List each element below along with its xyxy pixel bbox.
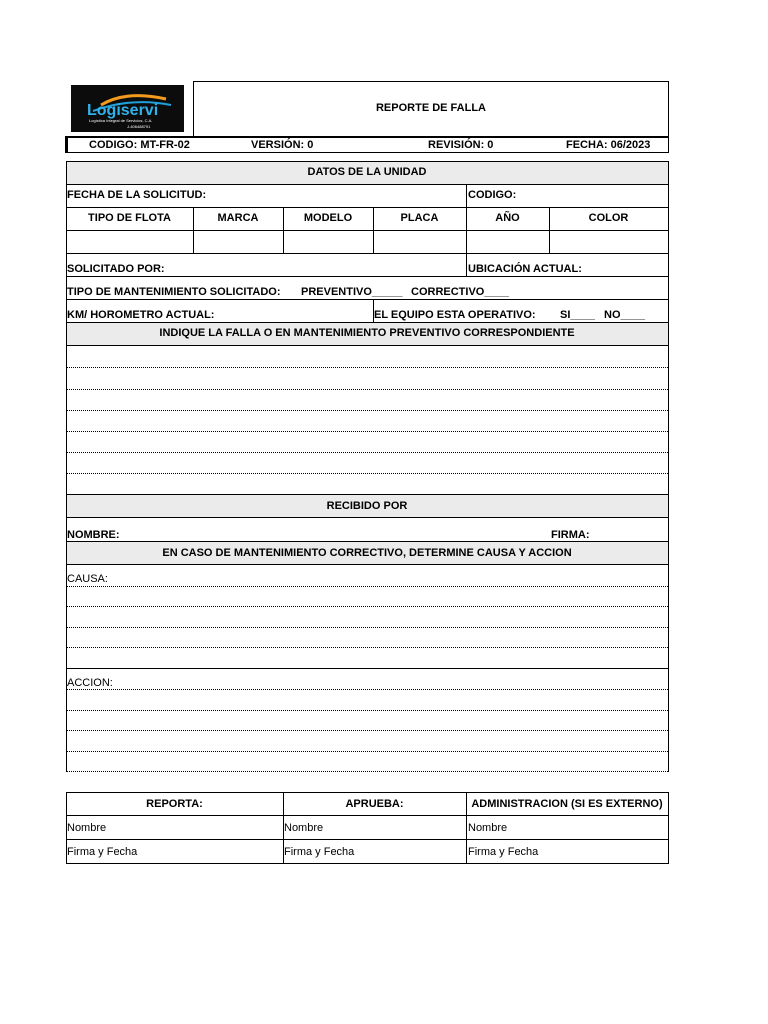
accion-label: ACCION: [67,677,113,689]
reporta-firma-fecha[interactable]: Firma y Fecha [67,846,138,858]
svg-text:J-406488791: J-406488791 [127,124,151,129]
col-tipo-flota: TIPO DE FLOTA [88,212,171,224]
aprueba-nombre[interactable]: Nombre [284,822,324,834]
cell-tipo-flota[interactable] [67,231,193,253]
causa-text-area[interactable] [67,565,668,668]
fecha-solicitud-label: FECHA DE LA SOLICITUD: [67,189,207,201]
cell-placa[interactable] [374,231,466,253]
page-title: REPORTE DE FALLA [375,102,486,114]
ubicacion-label: UBICACIÓN ACTUAL: [468,263,582,275]
cell-ano[interactable] [467,231,549,253]
section-falla: INDIQUE LA FALLA O EN MANTENIMIENTO PREVENTIVO CORRESPONDIENTE [159,327,575,339]
falla-text-area[interactable] [67,346,668,494]
col-color: COLOR [588,212,629,224]
col-marca: MARCA [217,212,259,224]
cell-color[interactable] [550,231,668,253]
si-option[interactable]: SI____ [560,309,595,321]
section-datos-unidad: DATOS DE LA UNIDAD [307,166,427,178]
doc-revision: REVISIÓN: 0 [428,139,494,151]
cell-modelo[interactable] [284,231,373,253]
col-modelo: MODELO [303,212,353,224]
doc-date: FECHA: 06/2023 [566,139,651,151]
doc-code: CODIGO: MT-FR-02 [89,139,190,151]
administracion-nombre[interactable]: Nombre [468,822,508,834]
equipo-operativo-label: EL EQUIPO ESTA OPERATIVO: [374,309,536,321]
col-ano: AÑO [495,212,520,224]
logo [71,85,184,132]
svg-text:Logística Integral de Servicio: Logística Integral de Servicios, C.A. [89,118,153,123]
section-correctivo: EN CASO DE MANTENIMIENTO CORRECTIVO, DETERMINE CAUSA Y ACCION [162,547,572,559]
no-option[interactable]: NO____ [604,309,645,321]
col-reporta: REPORTA: [146,798,203,810]
tipo-mantenimiento-label: TIPO DE MANTENIMIENTO SOLICITADO: [67,286,281,298]
causa-label: CAUSA: [67,573,108,585]
logo-graphic [71,85,184,132]
col-aprueba: APRUEBA: [345,798,404,810]
doc-version: VERSIÓN: 0 [251,139,314,151]
preventivo-option[interactable]: PREVENTIVO_____ [301,286,403,298]
solicitado-por-label: SOLICITADO POR: [67,263,165,275]
cell-marca[interactable] [194,231,283,253]
logo-text: Logiservi [87,102,159,119]
firma-label: FIRMA: [551,529,590,541]
aprueba-firma-fecha[interactable]: Firma y Fecha [284,846,355,858]
codigo-label: CODIGO: [468,189,517,201]
km-horometro-label: KM/ HOROMETRO ACTUAL: [67,309,215,321]
accion-text-area[interactable] [67,669,668,772]
section-recibido: RECIBIDO POR [326,500,408,512]
col-placa: PLACA [400,212,439,224]
correctivo-option[interactable]: CORRECTIVO____ [411,286,509,298]
col-administracion: ADMINISTRACION (SI ES EXTERNO) [471,798,663,810]
nombre-label: NOMBRE: [67,529,120,541]
administracion-firma-fecha[interactable]: Firma y Fecha [468,846,539,858]
reporta-nombre[interactable]: Nombre [67,822,107,834]
